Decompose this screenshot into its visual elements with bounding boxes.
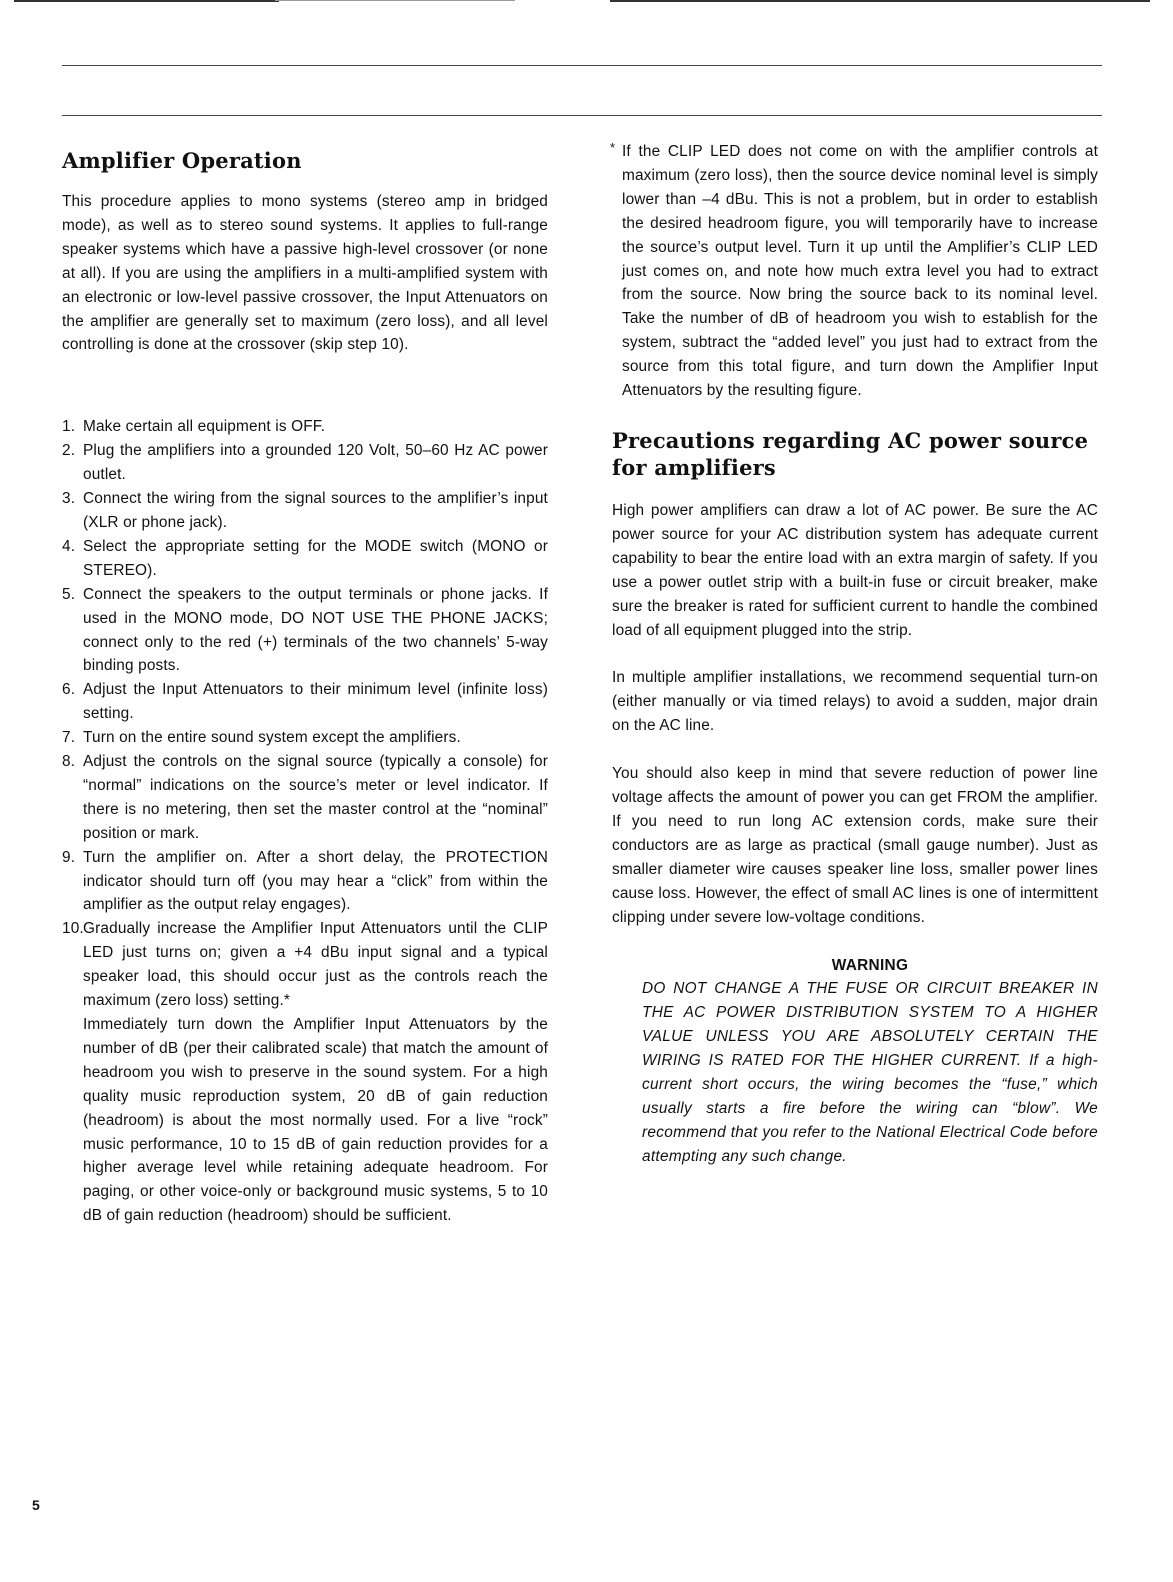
procedure-steps-list xyxy=(62,415,548,1228)
step-item xyxy=(62,439,548,487)
step-number: 6. xyxy=(62,681,76,699)
step-text: Turn on the entire sound system except the amplifiers. xyxy=(83,729,461,747)
section-heading-ac-power-precautions: Precautions regarding AC power source for amplifiers xyxy=(612,427,1089,480)
step-text: Turn the amplifier on. After a short delay, the PROTECTION indicator should turn off (you may hear a “click” from within the amplifier as the output relay engages). xyxy=(83,848,548,914)
top-border-rule xyxy=(610,0,1150,2)
header-rule-lower xyxy=(62,115,1102,116)
warning-text: DO NOT CHANGE A THE FUSE OR CIRCUIT BREAKER IN THE AC POWER DISTRIBUTION SYSTEM TO A HIGHER VALUE UNLESS YOU ARE ABSOLUTELY CERTAIN THE WIRING IS RATED FOR THE HIGHER CURRENT. If a high-current short occurs, the wiring becomes the “fuse,” which usually starts a fire before the wiring can “blow”. We recommend that you refer to the National Electrical Code before attempting any such change. xyxy=(642,980,1098,1166)
step-text: Connect the wiring from the signal sources to the amplifier’s input (XLR or phone jack). xyxy=(83,490,548,531)
intro-paragraph: This procedure applies to mono systems (stereo amp in bridged mode), as well as to stereo sound systems. It applies to full-range speaker systems which have a passive high-level crossover (or none at all). If you are using the amplifiers in a multi-amplified system with an electronic or low-level passive crossover, the Input Attenuators on the amplifier are generally set to maximum (zero loss), and all level controlling is done at the crossover (skip step 10). xyxy=(62,193,548,354)
step-item xyxy=(62,726,548,750)
footnote-text: If the CLIP LED does not come on with the amplifier controls at maximum (zero loss), then the source device nominal level is simply lower than –4 dBu. This is not a problem, but in order to establish the desired headroom figure, you will temporarily have to increase the source’s output level. Turn it up until the Amplifier’s CLIP LED just comes on, and note how much extra level you had to extract from the source. Now bring the source back to its nominal level. Take the number of dB of headroom you wish to establish for the system, subtract the “added level” you just had to extract from the source from this total figure, and turn down the Amplifier Input Attenuators by the resulting figure. xyxy=(622,143,1098,400)
left-column xyxy=(62,140,548,1228)
top-border-rule xyxy=(275,0,515,1)
step-item xyxy=(62,583,548,679)
step-number: 4. xyxy=(62,537,76,555)
step-continuation-text: Immediately turn down the Amplifier Input Attenuators by the number of dB (per their calibrated scale) that match the amount of headroom you wish to preserve in the sound system. For a high quality music reproduction system, 20 dB of gain reduction (headroom) is about the most normally used. For a live “rock” music performance, 10 to 15 dB of gain reduction provides for a higher average level while retaining adequate headroom. For paging, or other voice-only or background music systems, 5 to 10 dB of gain reduction (headroom) should be sufficient. xyxy=(83,1016,548,1225)
step-number: 9. xyxy=(62,848,76,866)
header-rule-upper xyxy=(62,65,1102,66)
step-number: 8. xyxy=(62,753,76,771)
step-item xyxy=(62,678,548,726)
step-text: Make certain all equipment is OFF. xyxy=(83,418,326,436)
step-number: 1. xyxy=(62,418,76,436)
step-number: 10. xyxy=(62,920,84,938)
right-column xyxy=(612,140,1098,1169)
step-item xyxy=(62,415,548,439)
step-item xyxy=(62,487,548,535)
step-text: Connect the speakers to the output terminals or phone jacks. If used in the MONO mode, DO NOT USE THE PHONE JACKS; connect only to the red (+) terminals of the two channels’ 5-way binding posts. xyxy=(83,585,548,675)
footnote xyxy=(612,140,1098,403)
step-text: Adjust the controls on the signal source (typically a console) for “normal” indications on the source’s meter or level indicator. If there is no metering, then set the master control at the “nominal” position or mark. xyxy=(83,753,548,842)
step-text: Select the appropriate setting for the MODE switch (MONO or STEREO). xyxy=(83,537,548,579)
paragraph: High power amplifiers can draw a lot of AC power. Be sure the AC power source for your AC distribution system has adequate current capability to bear the entire load with an extra margin of safety. If you use a power outlet strip with a built-in fuse or circuit breaker, make sure the breaker is rated for sufficient current to handle the combined load of all equipment plugged into the strip. xyxy=(612,501,1098,639)
step-text: Adjust the Input Attenuators to their minimum level (infinite loss) setting. xyxy=(83,681,548,723)
top-border-rule xyxy=(14,0,279,2)
paragraph: You should also keep in mind that severe reduction of power line voltage affects the amount of power you can get FROM the amplifier. If you need to run long AC extension cords, make sure their conductors are as large as practical (small gauge number). Just as smaller diameter wire causes speaker line loss, smaller power lines cause loss. However, the effect of small AC lines is one of intermittent clipping under severe low-voltage conditions. xyxy=(612,765,1098,926)
paragraph: In multiple amplifier installations, we recommend sequential turn-on (either manually or via timed relays) to avoid a sudden, major drain on the AC line. xyxy=(612,669,1098,735)
warning-title: WARNING xyxy=(831,957,909,975)
warning-box xyxy=(642,955,1098,1169)
step-number: 5. xyxy=(62,585,76,603)
page-number: 5 xyxy=(32,1497,40,1513)
step-text: Gradually increase the Amplifier Input Attenuators until the CLIP LED just turns on; given a +4 dBu input signal and a typical speaker load, this should occur just as the controls reach the maximum (zero loss) setting.* xyxy=(83,920,548,1010)
step-item xyxy=(62,846,548,918)
step-text: Plug the amplifiers into a grounded 120 Volt, 50–60 Hz AC power outlet. xyxy=(83,442,548,484)
step-number: 7. xyxy=(62,729,76,747)
step-item xyxy=(62,535,548,583)
step-item xyxy=(62,917,548,1228)
section-heading-amplifier-operation: Amplifier Operation xyxy=(62,148,302,173)
footnote-marker: * xyxy=(610,140,616,155)
step-number: 3. xyxy=(62,490,76,508)
step-item xyxy=(62,750,548,846)
step-number: 2. xyxy=(62,442,76,460)
